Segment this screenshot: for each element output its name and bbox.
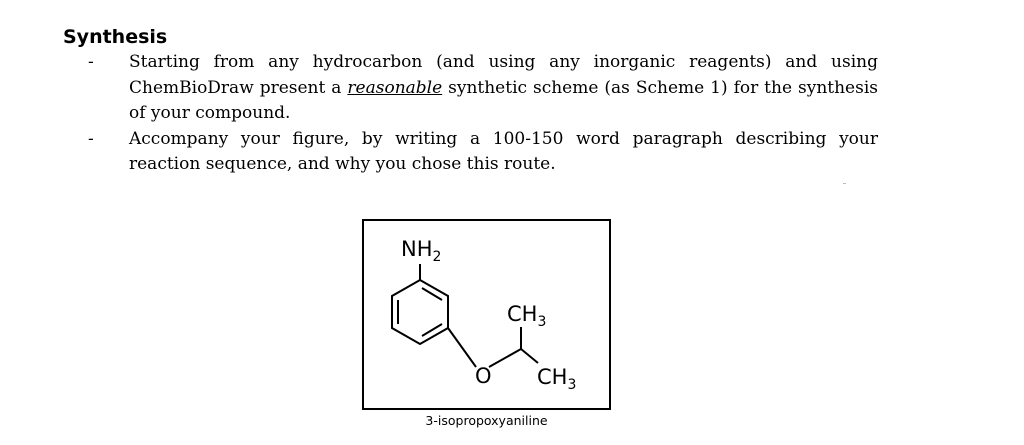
benzene-ring xyxy=(392,280,448,344)
emphasized-word-text: reasonable xyxy=(347,77,443,98)
bullet-dash: - xyxy=(88,52,94,72)
instruction-text-part: Starting from any hydrocarbon (and using any inorganic reagents) and using ChemBioDraw present a xyxy=(129,52,878,98)
list-item xyxy=(88,127,878,178)
ether-bond xyxy=(489,349,521,367)
emphasized-word xyxy=(347,78,442,98)
bullet-dash: - xyxy=(88,128,94,149)
instruction-text: Accompany your figure, by writing a 100-150 word paragraph describing your reaction sequence, and why you chose this route. xyxy=(129,128,878,174)
molecule-structure xyxy=(364,221,609,408)
list-item xyxy=(88,50,878,127)
ether-bond xyxy=(448,328,476,367)
instruction-text-part: synthetic scheme (as Scheme 1) for the synthesis of your compound. xyxy=(129,77,878,123)
stray-mark xyxy=(843,183,846,184)
methyl-label: $CH_3$ xyxy=(537,365,577,393)
methyl-bond xyxy=(521,349,538,363)
instruction-text xyxy=(129,50,878,127)
compound-name: 3-isopropoxyaniline xyxy=(425,413,548,428)
amine-label: $NH_2$ xyxy=(401,237,442,265)
structure-figure xyxy=(362,219,611,410)
instruction-list xyxy=(88,50,878,178)
section-heading: Synthesis xyxy=(63,26,168,48)
oxygen-label: O xyxy=(475,364,492,388)
methyl-label: $CH_3$ xyxy=(507,302,547,330)
